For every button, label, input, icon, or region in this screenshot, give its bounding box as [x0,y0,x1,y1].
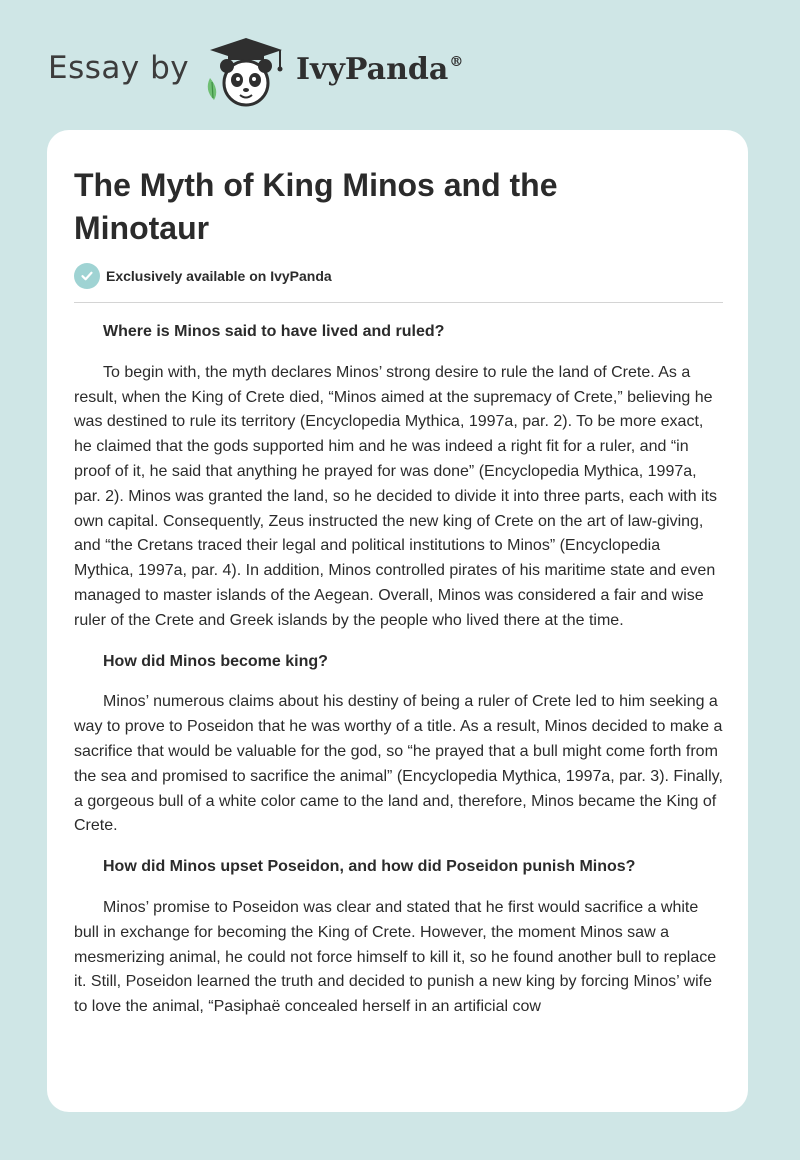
section-heading: How did Minos become king? [103,652,328,670]
section-paragraph: Minos’ numerous claims about his destiny of being a ruler of Crete led to him seeking a way to prove to Poseidon that he was worthy of a title. As a result, Minos decided to make a sacrifice that would be valuable for the god, so “he prayed that a bull might come forth from the sea and promised to sacrifice the animal” (Encyclopedia Mythica, 1997a, par. 3). Finally, a gorgeous bull of a white color came to the land and, therefore, Minos became the King of Crete. [74,693,723,835]
brand-name[interactable] [296,52,463,87]
exclusive-badge [74,263,332,289]
brand-text: IvyPanda [296,52,449,87]
section-paragraph: Minos’ promise to Poseidon was clear and stated that he first would sacrifice a white bull in exchange for becoming the King of Crete. However, the moment Minos saw a mesmerizing animal, he could not force himself to kill it, so he found another bull to replace it. Still, Poseidon learned the truth and decided to punish a new king by forcing Minos’ wife to love the animal, “Pasiphaë concealed herself in an artificial cow [74,898,717,1016]
page-title: The Myth of King Minos and the Minotaur [74,167,558,246]
exclusive-label: Exclusively available on IvyPanda [106,268,332,284]
essay-body [74,320,724,1020]
section-heading: Where is Minos said to have lived and ruled? [103,323,445,340]
section-paragraph: To begin with, the myth declares Minos’ strong desire to rule the land of Crete. As a result, when the King of Crete died, “Minos aimed at the supremacy of Crete,” believing he was destined to rule its territory (Encyclopedia Mythica, 1997a, par. 2). To be more exact, he claimed that the gods supported him and he was indeed a right fit for a ruler, and “in proof of it, he said that anything he prayed for was done” (Encyclopedia Mythica, 1997a, par. 2). Minos was granted the land, so he decided to divide it into three parts, each with its own capital. Consequently, Zeus instructed the new king of Crete on the art of law-giving, and “the Cretans traced their legal and political institutions to Minos” (Encyclopedia Mythica, 1997a, par. 4). In addition, Minos controlled pirates of his maritime state and even managed to master islands of the Aegean. Overall, Minos was considered a fair and wise ruler of the Crete and Greek islands by the people who lived there at the time. [74,363,718,629]
section-heading: How did Minos upset Poseidon, and how did Poseidon punish Minos? [103,858,636,876]
panda-graduate-icon[interactable] [200,38,292,108]
divider [74,302,723,303]
essay-by-label: Essay by [48,50,190,86]
essay-card [47,130,748,1112]
site-header [0,0,800,130]
check-circle-icon [74,263,100,289]
registered-mark: ® [449,54,464,70]
